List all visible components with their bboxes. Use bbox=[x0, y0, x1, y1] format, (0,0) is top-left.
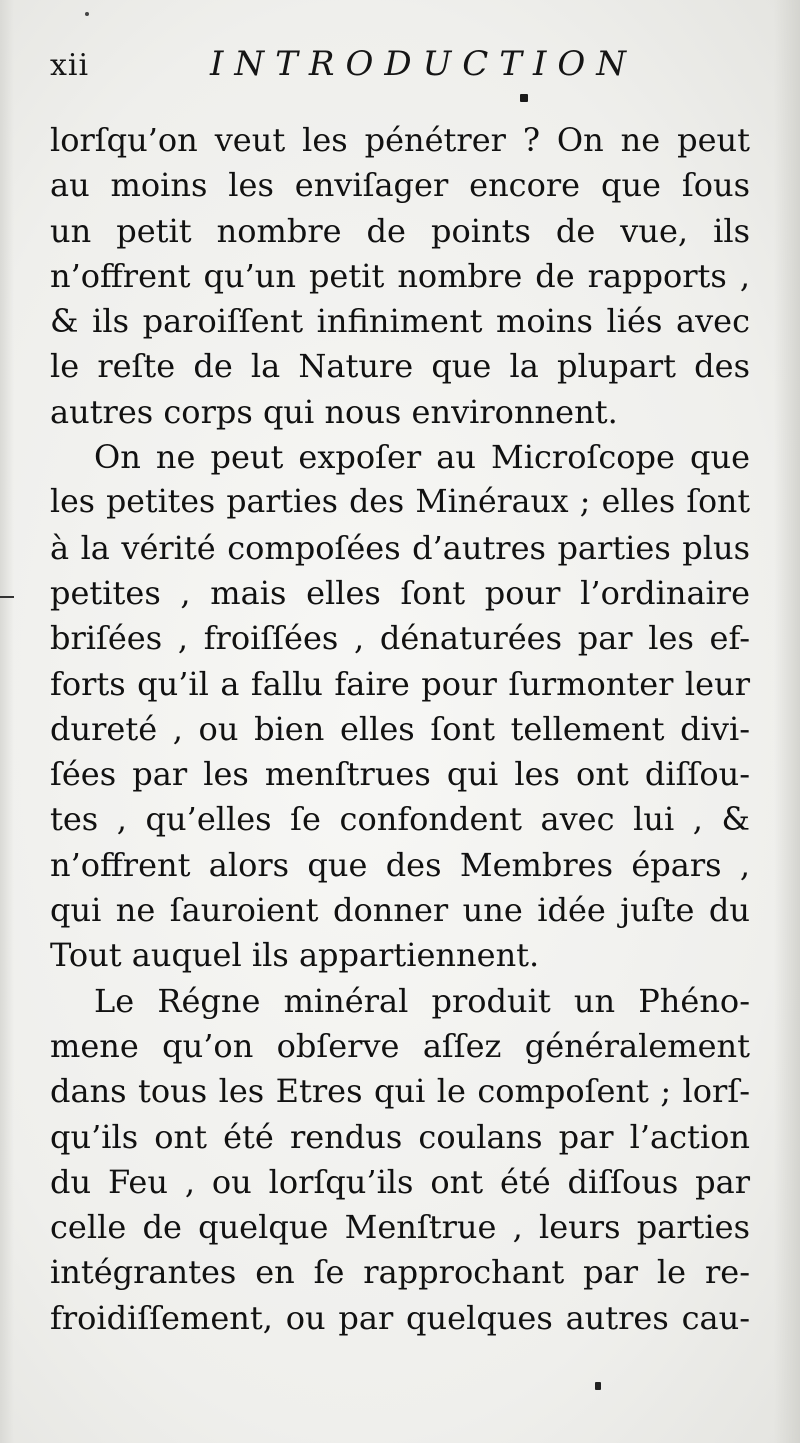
text-line: Tout auquel ils appartiennent. bbox=[50, 936, 540, 975]
text-line: intégrantes en ſe rapprochant par le re- bbox=[50, 1253, 750, 1292]
text-line: froidiſſement, ou par quelques autres cau- bbox=[50, 1298, 750, 1337]
text-line: forts qu’il a fallu faire pour ſurmonter leur bbox=[50, 664, 750, 703]
text-line: au moins les enviſager encore que ſous bbox=[50, 166, 750, 205]
text-line: Le Régne minéral produit un Phéno- bbox=[94, 981, 750, 1020]
body-text bbox=[50, 118, 750, 1341]
text-line: un petit nombre de points de vue, ils bbox=[50, 211, 750, 250]
page-shadow-right bbox=[774, 0, 800, 1443]
text-line: autres corps qui nous environnent. bbox=[50, 392, 618, 431]
text-line: du Feu , ou lorſqu’ils ont été diſſous par bbox=[50, 1162, 750, 1201]
page-shadow-left bbox=[0, 0, 14, 1443]
text-line: On ne peut expoſer au Microſcope que bbox=[94, 438, 750, 477]
ink-speck bbox=[85, 12, 89, 16]
text-line: à la vérité compoſées d’autres parties plus bbox=[50, 528, 750, 567]
text-line: tes , qu’elles ſe confondent avec lui , & bbox=[50, 800, 750, 839]
text-line: les petites parties des Minéraux ; elles ſont bbox=[50, 484, 750, 521]
text-line: mene qu’on obſerve aſſez généralement bbox=[50, 1026, 750, 1065]
page-header bbox=[44, 44, 764, 104]
text-line: dureté , ou bien elles ſont tellement divi- bbox=[50, 709, 750, 748]
margin-mark bbox=[0, 596, 14, 598]
text-line: petites , mais elles ſont pour l’ordinaire bbox=[50, 573, 750, 612]
text-line: qui ne ſauroient donner une idée juſte du bbox=[50, 891, 750, 930]
text-line: celle de quelque Menſtrue , leurs parties bbox=[50, 1208, 750, 1247]
text-line: qu’ils ont été rendus coulans par l’action bbox=[50, 1117, 750, 1156]
text-line: n’offrent qu’un petit nombre de rapports , bbox=[50, 256, 750, 295]
text-line: & ils paroiſſent infiniment moins liés avec bbox=[50, 302, 750, 341]
ink-dot bbox=[595, 1382, 601, 1390]
text-line: le reſte de la Nature que la plupart des bbox=[50, 347, 750, 386]
page-number: xii bbox=[50, 48, 90, 83]
text-line: briſées , froiſſées , dénaturées par les ef- bbox=[50, 619, 750, 658]
text-line: dans tous les Etres qui le compoſent ; lorſ- bbox=[50, 1072, 750, 1111]
ink-dot bbox=[520, 94, 528, 102]
text-line: lorſqu’on veut les pénétrer ? On ne peut bbox=[50, 121, 750, 159]
text-line: n’offrent alors que des Membres épars , bbox=[50, 845, 750, 884]
text-line: ſées par les menſtrues qui les ont diſſou- bbox=[50, 755, 750, 794]
running-head: INTRODUCTION bbox=[210, 44, 637, 84]
